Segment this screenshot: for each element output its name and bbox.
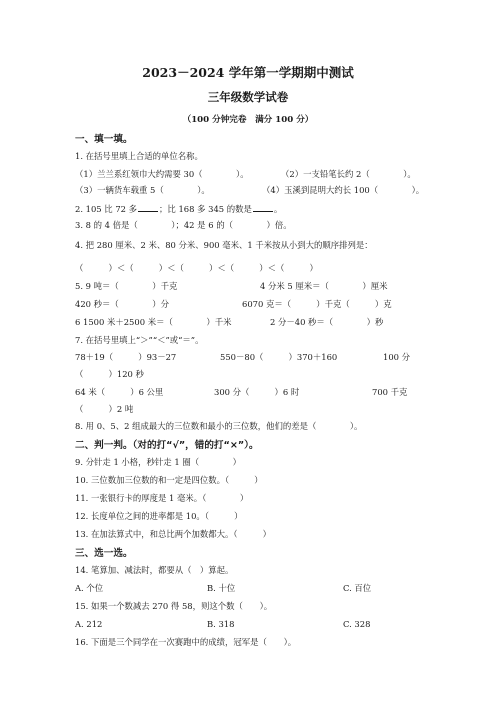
question-12: 12. 长度单位之间的进率都是 10。（ ）	[75, 511, 243, 521]
question-7: 7. 在括号里填上“＞”“＜”或“＝”。	[75, 335, 204, 345]
question-5-part-3: 420 秒＝（ ）分	[75, 299, 170, 309]
option-15-a[interactable]: A. 212	[75, 619, 103, 629]
question-15: 15. 如果一个数减去 270 得 58，则这个数（ ）。	[75, 601, 273, 611]
question-2	[75, 203, 282, 215]
question-1: 1. 在括号里填上合适的单位名称。	[75, 151, 203, 161]
question-9: 9. 分针走 1 小格，秒针走 1 圈（ ）	[75, 457, 241, 467]
option-14-a[interactable]: A. 个位	[75, 583, 104, 593]
section-heading-3: 三、选一选。	[75, 548, 133, 559]
question-1-part-3: （3）一辆货车载重 5（ ）。	[75, 185, 210, 195]
exam-info: （100 分钟完卷 满分 100 分）	[182, 115, 314, 125]
question-7-part-3: 100 分	[383, 352, 411, 362]
option-14-c[interactable]: C. 百位	[343, 583, 372, 593]
question-14: 14. 笔算加、减法时，都要从（ ）算起。	[75, 565, 234, 575]
question-10: 10. 三位数加三位数的和一定是四位数。（ ）	[75, 475, 263, 485]
exam-subtitle: 三年级数学试卷	[207, 90, 289, 104]
section-heading-2: 二、判一判。（对的打“√”，错的打“×”）。	[75, 440, 259, 451]
question-7-part-2: 550－80（ ）370＋160	[220, 352, 338, 362]
question-7-part-4: 64 米（ ）6 公里	[75, 387, 164, 397]
answer-blank[interactable]	[138, 203, 158, 212]
question-5-part-1: 5. 9 吨＝（ ）千克	[75, 281, 178, 291]
question-8: 8. 用 0、5、2 组成最大的三位数和最小的三位数，他们的差是（ ）。	[75, 421, 363, 431]
question-13: 13. 在加法算式中，和总比两个加数都大。（ ）	[75, 529, 272, 539]
question-11: 11. 一张银行卡的厚度是 1 毫米。（ ）	[75, 493, 249, 503]
option-15-b[interactable]: B. 318	[207, 619, 235, 629]
question-7-part-3-cont: （ ）120 秒	[75, 369, 144, 379]
question-5-part-2: 4 分米 5 厘米＝（ ）厘米	[260, 281, 388, 291]
option-15-c[interactable]: C. 328	[343, 619, 371, 629]
question-1-part-4: （4）玉溪到昆明大约长 100（ ）。	[262, 185, 425, 195]
exam-title: 2023－2024 学年第一学期期中测试	[142, 65, 354, 80]
question-2-text-b: ；比 168 多 345 的数是	[159, 204, 252, 214]
question-7-part-6-cont: （ ）2 吨	[75, 404, 134, 414]
question-7-part-1: 78＋19（ ）93－27	[75, 352, 177, 362]
question-3: 3. 8 的 4 倍是（ ）；42 是 6 的（ ）倍。	[75, 220, 292, 230]
question-2-text-c: 。	[273, 204, 283, 214]
question-4-order-blanks: （ ）＜（ ）＜（ ）＜（ ）＜（ ）	[75, 263, 318, 273]
answer-blank[interactable]	[253, 203, 273, 212]
question-1-part-2: （2）一支铅笔长约 2（ ）。	[281, 169, 416, 179]
section-heading-1: 一、填一填。	[75, 134, 133, 145]
question-6-part-2: 2 分－40 秒＝（ ）秒	[270, 317, 384, 327]
question-6-part-1: 6 1500 米＋2500 米＝（ ）千米	[75, 317, 232, 327]
option-14-b[interactable]: B. 十位	[207, 583, 236, 593]
question-4: 4. 把 280 厘米、2 米、80 分米、900 毫米、1 千米按从小到大的顺序排列是：	[75, 240, 373, 250]
question-1-part-1: （1）兰兰系红领巾大约需要 30（ ）。	[75, 169, 249, 179]
question-5-part-4: 6070 克＝（ ）千克（ ）克	[242, 299, 392, 309]
question-7-part-6: 700 千克	[372, 387, 408, 397]
question-16: 16. 下面是三个同学在一次赛跑中的成绩，冠军是（ ）。	[75, 637, 297, 647]
question-2-text-a: 2. 105 比 72 多	[75, 204, 138, 214]
question-7-part-5: 300 分（ ）6 时	[214, 387, 300, 397]
